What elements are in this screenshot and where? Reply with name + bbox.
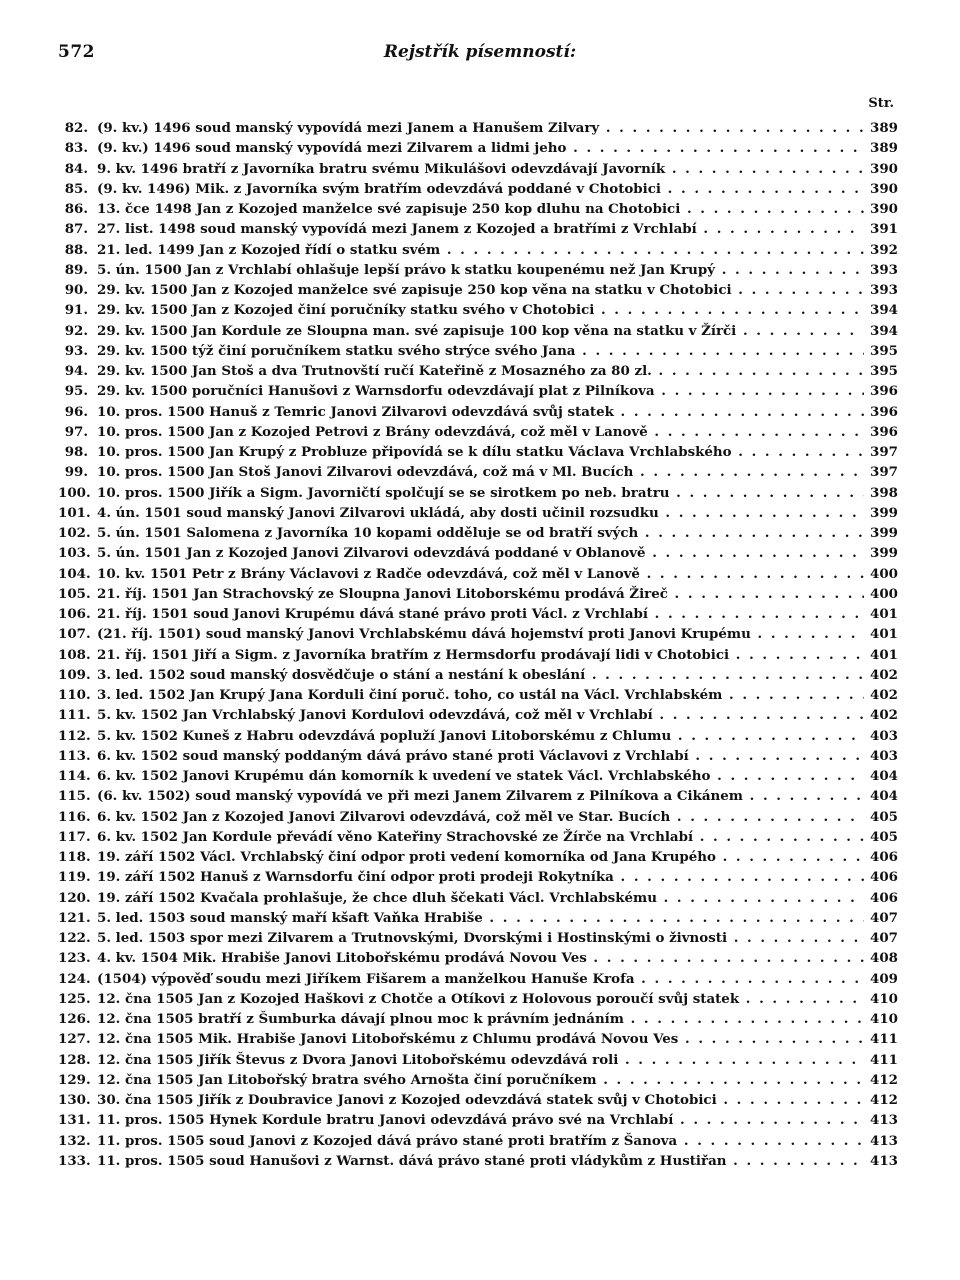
register-entry (58, 402, 898, 422)
entry-text: 29. kv. 1500 Jan Kordule ze Sloupna man. své zapisuje 100 kop věna na statku v Žírči . . . (97, 321, 864, 341)
entry-text: 11. pros. 1505 soud Hanušovi z Warnst. dává právo stané proti vládykům z Hustiřan . . . (97, 1151, 864, 1171)
entry-page: 396 (870, 383, 898, 400)
entry-page: 396 (870, 423, 898, 440)
register-entry (58, 867, 898, 887)
entry-text: 6. kv. 1502 Jan Kordule převádí věno Kateřiny Strachovské ze Žírče na Vrchlabí . . . (97, 827, 864, 847)
entry-text: 27. list. 1498 soud manský vypovídá mezi Janem z Kozojed a bratřími z Vrchlabí . . . (97, 219, 864, 239)
register-entry (58, 179, 898, 199)
register-entry (58, 381, 898, 401)
register-entry (58, 1050, 898, 1070)
register-entry (58, 422, 898, 442)
entry-number: 123. (58, 950, 91, 967)
register-entry (58, 766, 898, 786)
entry-number: 130. (58, 1092, 91, 1108)
entry-text: 10. pros. 1500 Jan z Kozojed Petrovi z Brány odevzdává, což měl v Lanově . . . (97, 422, 864, 442)
entry-text: 5. kv. 1502 Jan Vrchlabský Janovi Kordulovi odevzdává, což měl v Vrchlabí . . . (97, 705, 864, 725)
register-entry (58, 908, 898, 928)
register-entry (58, 483, 898, 503)
register-entry (58, 1029, 898, 1049)
register-entry (58, 847, 898, 867)
page-header (58, 42, 902, 72)
register-entry (58, 361, 898, 381)
entry-number: 105. (58, 585, 91, 602)
entry-number: 86. (64, 201, 88, 217)
register-entry (58, 1009, 898, 1029)
register-entry (58, 888, 898, 908)
entry-number: 99. (64, 464, 88, 481)
entry-text: 5. ún. 1500 Jan z Vrchlabí ohlašuje lepší právo k statku koupenému než Jan Krupý . . . (97, 260, 864, 280)
register-entry (58, 523, 898, 543)
entry-page: 390 (870, 201, 898, 217)
entry-text: 12. čna 1505 bratří z Šumburka dávají plnou moc k právním jednáním . . . (97, 1009, 864, 1029)
entry-number: 124. (58, 970, 91, 987)
register-entry (58, 240, 898, 260)
page-number: 572 (58, 42, 95, 62)
register-entry (58, 665, 898, 685)
entry-page: 395 (870, 342, 898, 359)
entry-page: 405 (870, 828, 898, 845)
entry-text: 6. kv. 1502 Janovi Krupému dán komorník k uvedení ve statek Václ. Vrchlabského . . . (97, 766, 864, 786)
entry-page: 397 (870, 464, 898, 481)
entry-page: 392 (870, 241, 898, 258)
entry-text: 12. čna 1505 Mik. Hrabiše Janovi Litobořskému z Chlumu prodává Novou Ves . . . (97, 1029, 864, 1049)
register-entry (58, 138, 898, 158)
entry-page: 407 (870, 930, 898, 946)
entry-number: 88. (64, 241, 88, 258)
entry-page: 393 (870, 282, 898, 298)
entry-text: 9. kv. 1496 bratří z Javorníka bratru svému Mikulášovi odevzdávají Javorník . . . (97, 159, 864, 179)
register-entry (58, 604, 898, 624)
entry-page: 389 (870, 140, 898, 157)
register-list (58, 118, 898, 1171)
entry-number: 113. (58, 747, 91, 764)
entry-text: 10. pros. 1500 Jiřík a Sigm. Javorničtí spolčují se se sirotkem po neb. bratru . . . (97, 483, 864, 503)
entry-number: 121. (58, 909, 91, 926)
entry-page: 390 (870, 160, 898, 177)
entry-text: 21. říj. 1501 Jiří a Sigm. z Javorníka bratřím z Hermsdorfu prodávají lidi v Chotobici . . . (97, 645, 864, 665)
register-entry (58, 503, 898, 523)
entry-page: 406 (870, 889, 898, 906)
entry-text: (6. kv. 1502) soud manský vypovídá ve při mezi Janem Zilvarem z Pilníkova a Cikánem . . . (97, 786, 864, 806)
entry-number: 87. (64, 221, 88, 238)
entry-number: 100. (58, 484, 91, 501)
entry-page: 406 (870, 849, 898, 865)
entry-text: 5. led. 1503 soud manský maří kšaft Vaňka Hrabiše . . . (97, 908, 864, 928)
entry-page: 412 (870, 1092, 898, 1108)
entry-page: 401 (870, 646, 898, 663)
entry-page: 391 (870, 221, 898, 238)
register-entry (58, 118, 898, 138)
entry-number: 133. (58, 1152, 91, 1169)
entry-text: 11. pros. 1505 Hynek Kordule bratru Janovi odevzdává právo své na Vrchlabí . . . (97, 1110, 864, 1130)
entry-number: 92. (64, 322, 88, 339)
entry-text: 12. čna 1505 Jan Litobořský bratra svého Arnošta činí poručníkem . . . (97, 1070, 864, 1090)
entry-text: 29. kv. 1500 Jan z Kozojed manželce své zapisuje 250 kop věna na statku v Chotobici . . . (97, 280, 864, 300)
entry-text: 6. kv. 1502 soud manský poddaným dává právo stané proti Václavovi z Vrchlabí . . . (97, 746, 864, 766)
entry-text: 29. kv. 1500 Jan Stoš a dva Trutnovští ručí Kateřině z Mosazného za 80 zl. . . . (97, 361, 864, 381)
entry-page: 393 (870, 261, 898, 278)
entry-page: 400 (870, 565, 898, 582)
entry-page: 408 (870, 950, 898, 967)
entry-page: 399 (870, 545, 898, 562)
entry-number: 132. (58, 1132, 91, 1149)
entry-text: 4. kv. 1504 Mik. Hrabiše Janovi Litobořskému prodává Novou Ves . . . (97, 948, 864, 968)
register-entry (58, 584, 898, 604)
entry-text: (9. kv.) 1496 soud manský vypovídá mezi Zilvarem a lidmi jeho . . . (97, 138, 864, 158)
entry-number: 90. (64, 282, 88, 298)
entry-text: 3. led. 1502 soud manský dosvědčuje o stání a nestání k obeslání . . . (97, 665, 864, 685)
entry-number: 131. (58, 1112, 91, 1129)
entry-number: 106. (58, 606, 91, 622)
entry-number: 82. (64, 120, 88, 136)
register-entry (58, 341, 898, 361)
entry-page: 406 (870, 869, 898, 886)
register-entry (58, 543, 898, 563)
entry-text: (1504) výpověď soudu mezi Jiříkem Fišarem a manželkou Hanuše Krofa . . . (97, 969, 864, 989)
register-entry (58, 1110, 898, 1130)
entry-number: 84. (64, 160, 88, 177)
register-entry (58, 645, 898, 665)
register-entry (58, 786, 898, 806)
entry-text: 5. ún. 1501 Salomena z Javorníka 10 kopami odděluje se od bratří svých . . . (97, 523, 864, 543)
entry-number: 127. (58, 1031, 91, 1048)
register-entry (58, 219, 898, 239)
entry-number: 102. (58, 525, 91, 541)
entry-text: 3. led. 1502 Jan Krupý Jana Korduli činí poruč. toho, co ustál na Václ. Vrchlabském . . . (97, 685, 864, 705)
entry-number: 101. (58, 504, 91, 521)
entry-text: 21. říj. 1501 soud Janovi Krupému dává stané právo proti Václ. z Vrchlabí . . . (97, 604, 864, 624)
entry-text: 13. čce 1498 Jan z Kozojed manželce své zapisuje 250 kop dluhu na Chotobici . . . (97, 199, 864, 219)
entry-text: 29. kv. 1500 Jan z Kozojed činí poručníky statku svého v Chotobici . . . (97, 300, 864, 320)
entry-page: 412 (870, 1071, 898, 1088)
register-entry (58, 705, 898, 725)
entry-number: 112. (58, 727, 91, 744)
register-entry (58, 1090, 898, 1110)
entry-page: 394 (870, 322, 898, 339)
entry-page: 396 (870, 403, 898, 420)
entry-text: 19. září 1502 Kvačala prohlašuje, že chce dluh ščekati Václ. Vrchlabskému . . . (97, 888, 864, 908)
register-entry (58, 746, 898, 766)
register-entry (58, 1070, 898, 1090)
entry-number: 120. (58, 889, 91, 906)
entry-number: 103. (58, 545, 91, 562)
entry-page: 398 (870, 484, 898, 501)
entry-text: 5. led. 1503 spor mezi Zilvarem a Trutnovskými, Dvorskými i Hostinskými o živnosti . . . (97, 928, 864, 948)
page-title: Rejstřík písemností: (383, 42, 577, 62)
register-entry (58, 199, 898, 219)
entry-number: 129. (58, 1071, 91, 1088)
entry-page: 399 (870, 504, 898, 521)
register-entry (58, 726, 898, 746)
entry-number: 114. (58, 768, 91, 784)
entry-page: 403 (870, 747, 898, 764)
entry-page: 413 (870, 1112, 898, 1129)
entry-page: 404 (870, 788, 898, 805)
entry-number: 94. (64, 363, 88, 379)
entry-page: 389 (870, 120, 898, 136)
entry-page: 410 (870, 990, 898, 1007)
entry-page: 413 (870, 1152, 898, 1169)
register-entry (58, 462, 898, 482)
register-entry (58, 827, 898, 847)
entry-page: 401 (870, 606, 898, 622)
entry-number: 111. (58, 707, 91, 724)
entry-page: 404 (870, 768, 898, 784)
entry-number: 115. (58, 788, 91, 805)
entry-number: 98. (64, 444, 88, 460)
register-entry (58, 928, 898, 948)
entry-text: (9. kv.) 1496 soud manský vypovídá mezi Janem a Hanušem Zilvary . . . (97, 118, 864, 138)
entry-text: 19. září 1502 Hanuš z Warnsdorfu činí odpor proti prodeji Rokytníka . . . (97, 867, 864, 887)
entry-number: 125. (58, 990, 91, 1007)
register-entry (58, 280, 898, 300)
entry-number: 91. (64, 302, 88, 319)
entry-number: 83. (64, 140, 88, 157)
register-entry (58, 564, 898, 584)
entry-text: 12. čna 1505 Jan z Kozojed Haškovi z Chotče a Otíkovi z Holovous poroučí svůj statek . . . (97, 989, 864, 1009)
entry-text: 30. čna 1505 Jiřík z Doubravice Janovi z Kozojed odevzdává statek svůj v Chotobici . . . (97, 1090, 864, 1110)
entry-text: 6. kv. 1502 Jan z Kozojed Janovi Zilvarovi odevzdává, což měl ve Star. Bucích . . . (97, 807, 864, 827)
entry-page: 410 (870, 1011, 898, 1027)
register-entry (58, 1151, 898, 1171)
entry-page: 394 (870, 302, 898, 319)
entry-page: 411 (870, 1031, 898, 1048)
entry-text: 29. kv. 1500 týž činí poručníkem statku svého strýce svého Jana . . . (97, 341, 864, 361)
entry-page: 401 (870, 626, 898, 643)
entry-number: 122. (58, 930, 91, 946)
entry-number: 96. (64, 403, 88, 420)
register-entry (58, 260, 898, 280)
entry-number: 119. (58, 869, 91, 886)
register-entry (58, 1131, 898, 1151)
entry-text: 21. říj. 1501 Jan Strachovský ze Sloupna Janovi Litoborskému prodává Žireč . . . (97, 584, 864, 604)
entry-number: 107. (58, 626, 91, 643)
entry-page: 413 (870, 1132, 898, 1149)
entry-number: 118. (58, 849, 91, 865)
entry-text: 4. ún. 1501 soud manský Janovi Zilvarovi ukládá, aby dosti učinil rozsudku . . . (97, 503, 864, 523)
entry-page: 397 (870, 444, 898, 460)
register-entry (58, 300, 898, 320)
entry-text: 5. ún. 1501 Jan z Kozojed Janovi Zilvarovi odevzdává poddané v Oblanově . . . (97, 543, 864, 563)
entry-page: 395 (870, 363, 898, 379)
entry-number: 126. (58, 1011, 91, 1027)
entry-number: 93. (64, 342, 88, 359)
entry-text: 10. pros. 1500 Hanuš z Temric Janovi Zilvarovi odevzdává svůj statek . . . (97, 402, 864, 422)
register-entry (58, 948, 898, 968)
entry-page: 399 (870, 525, 898, 541)
register-entry (58, 624, 898, 644)
entry-page: 407 (870, 909, 898, 926)
entry-page: 402 (870, 666, 898, 683)
entry-text: 29. kv. 1500 poručníci Hanušovi z Warnsdorfu odevzdávají plat z Pilníkova . . . (97, 381, 864, 401)
entry-number: 97. (64, 423, 88, 440)
entry-number: 109. (58, 666, 91, 683)
register-entry (58, 321, 898, 341)
entry-number: 128. (58, 1051, 91, 1068)
entry-number: 104. (58, 565, 91, 582)
entry-number: 117. (58, 828, 91, 845)
page-column-label: Str. (868, 96, 894, 111)
entry-text: (9. kv. 1496) Mik. z Javorníka svým bratřím odevzdává poddané v Chotobici . . . (97, 179, 864, 199)
entry-number: 108. (58, 646, 91, 663)
entry-text: 10. pros. 1500 Jan Stoš Janovi Zilvarovi odevzdává, což má v Ml. Bucích . . . (97, 462, 864, 482)
entry-page: 403 (870, 727, 898, 744)
entry-page: 405 (870, 808, 898, 825)
entry-text: (21. říj. 1501) soud manský Janovi Vrchlabskému dává hojemství proti Janovi Krupému . . . (97, 624, 864, 644)
entry-number: 116. (58, 808, 91, 825)
register-entry (58, 442, 898, 462)
entry-page: 400 (870, 585, 898, 602)
entry-text: 12. čna 1505 Jiřík Števus z Dvora Janovi Litobořskému odevzdává roli . . . (97, 1050, 864, 1070)
entry-text: 10. kv. 1501 Petr z Brány Václavovi z Radče odevzdává, což měl v Lanově . . . (97, 564, 864, 584)
register-entry (58, 989, 898, 1009)
entry-number: 95. (64, 383, 88, 400)
entry-text: 19. září 1502 Václ. Vrchlabský činí odpor proti vedení komorníka od Jana Krupého . . . (97, 847, 864, 867)
entry-number: 110. (58, 687, 91, 703)
entry-page: 402 (870, 687, 898, 703)
entry-text: 10. pros. 1500 Jan Krupý z Probluze připovídá se k dílu statku Václava Vrchlabského . . . (97, 442, 864, 462)
register-entry (58, 807, 898, 827)
register-entry (58, 159, 898, 179)
entry-text: 5. kv. 1502 Kuneš z Habru odevzdává popluží Janovi Litoborskému z Chlumu . . . (97, 726, 864, 746)
entry-text: 21. led. 1499 Jan z Kozojed řídí o statku svém . . . (97, 240, 864, 260)
register-entry (58, 969, 898, 989)
entry-number: 89. (64, 261, 88, 278)
register-entry (58, 685, 898, 705)
entry-number: 85. (64, 180, 88, 197)
entry-page: 411 (870, 1051, 898, 1068)
entry-text: 11. pros. 1505 soud Janovi z Kozojed dává právo stané proti bratřím z Šanova . . . (97, 1131, 864, 1151)
entry-page: 390 (870, 180, 898, 197)
entry-page: 402 (870, 707, 898, 724)
entry-page: 409 (870, 970, 898, 987)
